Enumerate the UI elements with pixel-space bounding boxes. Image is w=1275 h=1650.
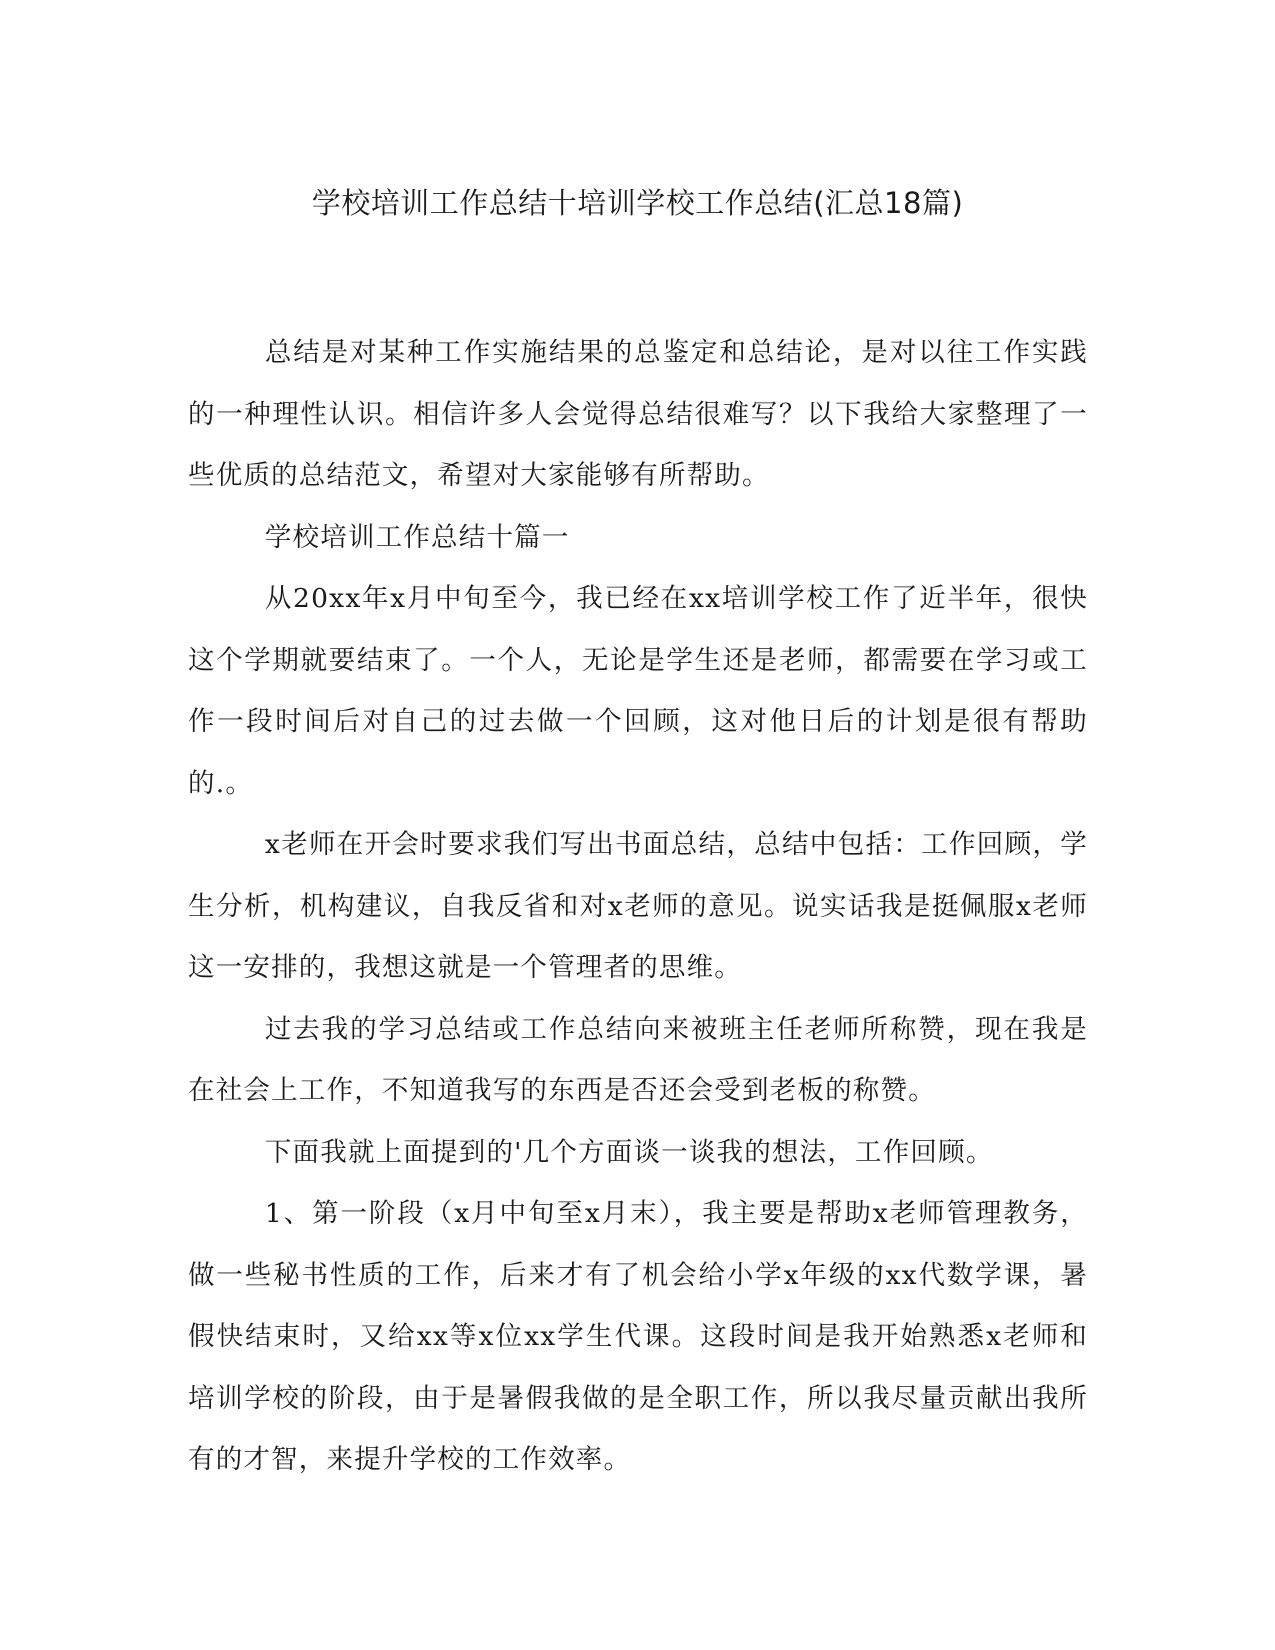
document-body — [188, 322, 1088, 1491]
body-paragraph: x老师在开会时要求我们写出书面总结，总结中包括：工作回顾，学生分析，机构建议，自我反省和对x老师的意见。说实话我是挺佩服x老师这一安排的，我想这就是一个管理者的思维。 — [188, 829, 1088, 983]
section-heading: 学校培训工作总结十篇一 — [264, 521, 570, 553]
body-paragraph: 下面我就上面提到的'几个方面谈一谈我的想法，工作回顾。 — [264, 1136, 994, 1168]
body-paragraph: 过去我的学习总结或工作总结向来被班主任老师所称赞，现在我是在社会上工作，不知道我写的东西是否还会受到老板的称赞。 — [188, 1013, 1088, 1106]
intro-paragraph: 总结是对某种工作实施结果的总鉴定和总结论，是对以往工作实践的一种理性认识。相信许多人会觉得总结很难写？以下我给大家整理了一些优质的总结范文，希望对大家能够有所帮助。 — [188, 337, 1088, 491]
body-paragraph: 1、第一阶段（x月中旬至x月末），我主要是帮助x老师管理教务，做一些秘书性质的工作，后来才有了机会给小学x年级的xx代数学课，暑假快结束时，又给xx等x位xx学生代课。这段时间是我开始熟悉x老师和培训学校的阶段，由于是暑假我做的是全职工作，所以我尽量贡献出我所有的才智，来提升学校的工作效率。 — [188, 1198, 1088, 1475]
body-paragraph: 从20xx年x月中旬至今，我已经在xx培训学校工作了近半年，很快这个学期就要结束了。一个人，无论是学生还是老师，都需要在学习或工作一段时间后对自己的过去做一个回顾，这对他日后的计划是很有帮助的.。 — [188, 583, 1088, 799]
document-title: 学校培训工作总结十培训学校工作总结(汇总18篇) — [311, 186, 964, 220]
